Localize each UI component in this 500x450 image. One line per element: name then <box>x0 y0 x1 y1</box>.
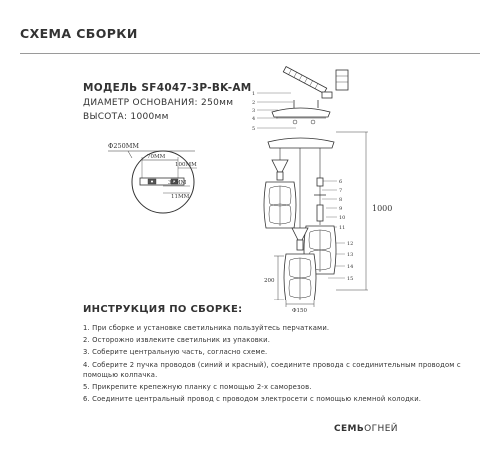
shade-diameter-dimension <box>0 298 500 318</box>
instruction-step: 1. При сборке и установке светильника пользуйтесь перчатками. <box>83 324 330 332</box>
mount-width-label: 70MM <box>147 154 166 160</box>
height-spec: ВЫСОТА: 1000мм <box>83 112 169 122</box>
part-number: 6 <box>339 179 343 185</box>
brand-logo-bold: СЕМЬ <box>334 424 365 434</box>
brand-logo-light: ОГНЕЙ <box>364 424 398 434</box>
part-number: 14 <box>347 264 354 270</box>
shade-height-label: 200 <box>264 278 275 284</box>
part-number: 7 <box>339 188 343 194</box>
mount-detail <box>108 142 197 213</box>
part-number: 5 <box>252 126 256 132</box>
mount-diameter-label: Φ250MM <box>108 142 140 150</box>
canopy-parts <box>272 67 348 124</box>
mount-hole-label: 11MM <box>171 194 190 200</box>
part-number: 13 <box>347 252 354 258</box>
part-number: 8 <box>339 197 343 203</box>
mount-height-label: 100MM <box>175 162 197 168</box>
total-height-label: 1000 <box>372 204 393 213</box>
shade-diameter-label: Φ150 <box>292 308 308 314</box>
part-number: 4 <box>252 116 256 122</box>
part-number: 3 <box>252 108 256 114</box>
mount-depth-label: 35MM <box>168 180 187 186</box>
part-number: 12 <box>347 241 354 247</box>
instruction-step: 6. Соедините центральный провод с проводом электросети с помощью клемной колодки. <box>83 395 422 404</box>
model-name: МОДЕЛЬ SF4047-3P-BK-AM <box>83 82 252 94</box>
part-number: 1 <box>252 91 256 97</box>
instruction-steps <box>83 323 493 406</box>
brand-logo <box>334 424 398 434</box>
part-number: 11 <box>339 225 346 231</box>
part-number: 15 <box>347 276 354 282</box>
instruction-step: 3. Соберите центральную часть, согласно схеме. <box>83 348 268 357</box>
part-number: 2 <box>252 100 256 106</box>
part-number: 10 <box>339 215 346 221</box>
instruction-step: 2. Осторожно извлеките светильник из упаковки. <box>83 336 271 345</box>
fixture <box>264 138 336 300</box>
page-title: СХЕМА СБОРКИ <box>20 26 138 41</box>
instruction-step: 5. Прикрепите крепежную планку с помощью 2-х саморезов. <box>83 383 312 392</box>
instruction-step: 4. Соберите 2 пучка проводов (синий и красный), соедините провода с соединительным проводом с помощью колпачка. <box>83 360 461 379</box>
base-diameter-spec: ДИАМЕТР ОСНОВАНИЯ: 250мм <box>83 98 234 108</box>
part-number: 9 <box>339 206 343 212</box>
instructions-title: ИНСТРУКЦИЯ ПО СБОРКЕ: <box>83 304 243 315</box>
